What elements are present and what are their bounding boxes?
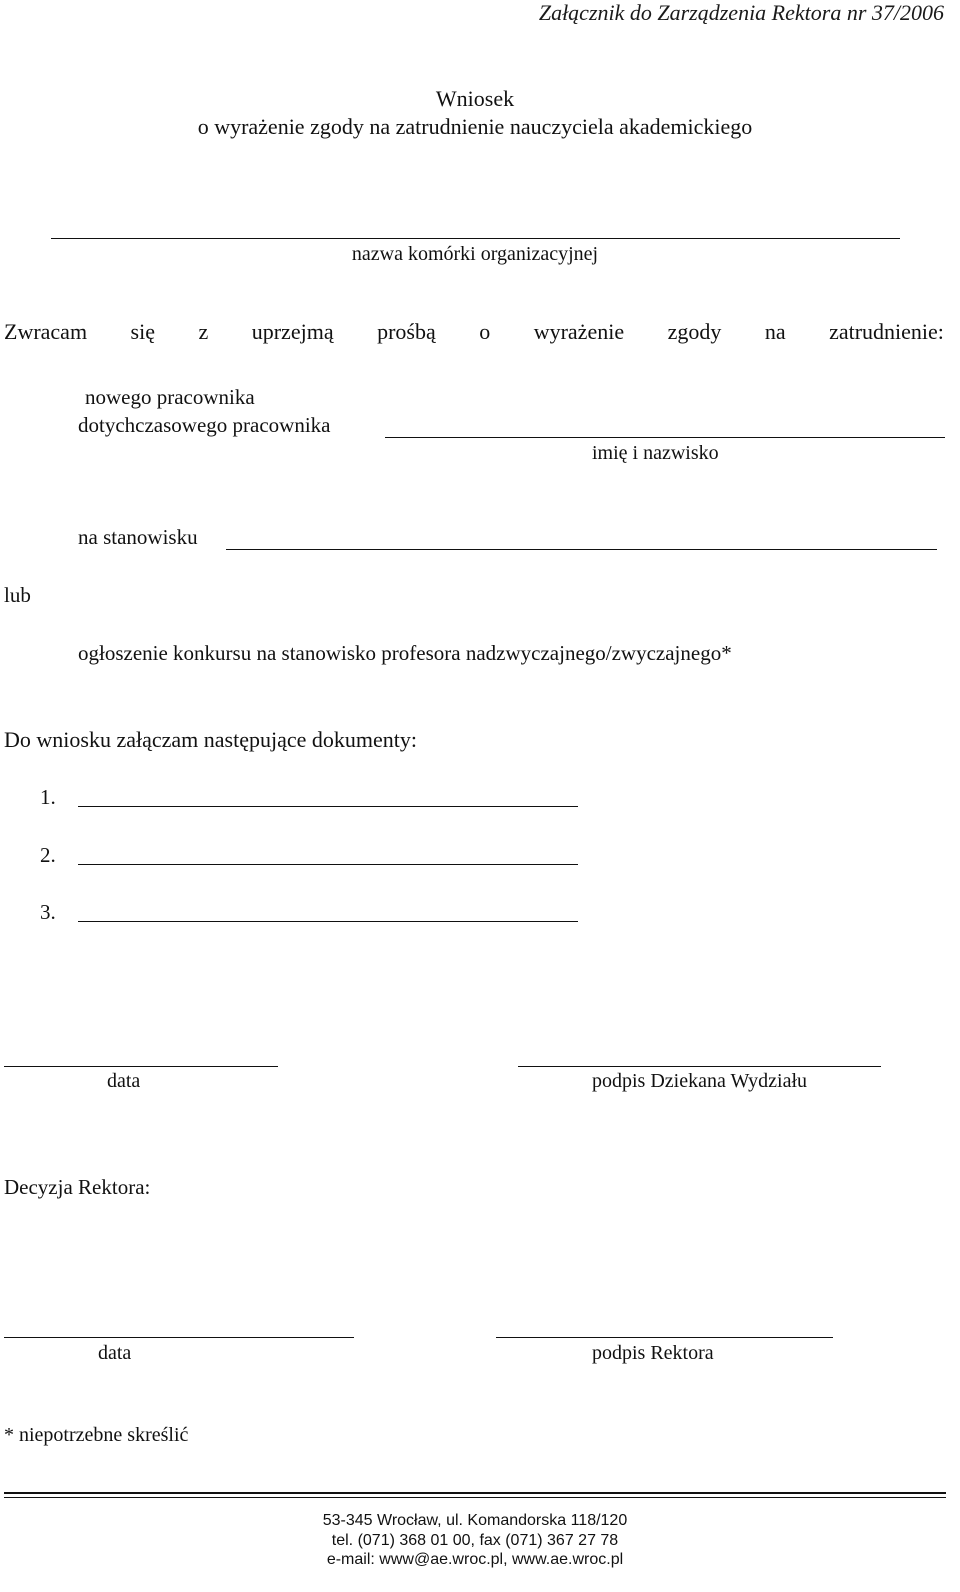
document-field[interactable] — [78, 806, 578, 807]
footer-phone: tel. (071) 368 01 00, fax (071) 367 27 78 — [331, 1532, 619, 1549]
dean-signature-caption: podpis Dziekana Wydziału — [592, 1070, 808, 1092]
request-word: wyrażenie — [533, 319, 625, 344]
request-word: z — [198, 319, 209, 344]
document-number: 3. — [40, 900, 56, 924]
attachment-title: Załącznik do Zarządzenia Rektora nr 37/2006 — [538, 0, 944, 25]
footer-email: e-mail: www@ae.wroc.pl, www.ae.wroc.pl — [326, 1551, 624, 1568]
request-word: się — [130, 319, 155, 344]
form-title: Wniosek — [435, 86, 515, 111]
document-field[interactable] — [78, 864, 578, 865]
document-number: 2. — [40, 843, 56, 867]
request-word: na — [764, 319, 786, 344]
form-subtitle: o wyrażenie zgody na zatrudnienie nauczyciela akademickiego — [197, 114, 753, 139]
name-caption: imię i nazwisko — [592, 442, 719, 464]
request-word: zgody — [667, 319, 722, 344]
request-word: zatrudnienie: — [829, 319, 944, 344]
org-unit-caption: nazwa komórki organizacyjnej — [351, 243, 599, 265]
dean-signature-field[interactable] — [518, 1066, 881, 1067]
request-word: prośbą — [377, 319, 436, 344]
request-word: uprzejmą — [251, 319, 334, 344]
dean-date-field[interactable] — [4, 1066, 278, 1067]
footer-divider — [4, 1497, 946, 1498]
employee-name-field[interactable] — [385, 437, 945, 438]
document-number: 1. — [40, 785, 56, 809]
footer-address: 53-345 Wrocław, ul. Komandorska 118/120 — [322, 1512, 628, 1529]
request-word: o — [479, 319, 491, 344]
request-word: Zwracam — [4, 319, 88, 344]
rector-signature-field[interactable] — [496, 1337, 833, 1338]
option-existing-employee[interactable]: dotychczasowego pracownika — [78, 413, 331, 437]
rector-date-field[interactable] — [4, 1337, 354, 1338]
org-unit-field[interactable] — [51, 238, 900, 239]
document-field[interactable] — [78, 921, 578, 922]
rector-date-caption: data — [98, 1342, 132, 1364]
dean-date-caption: data — [107, 1070, 141, 1092]
option-competition[interactable]: ogłoszenie konkursu na stanowisko profesora nadzwyczajnego/zwyczajnego* — [78, 641, 732, 665]
rector-decision-label: Decyzja Rektora: — [4, 1175, 151, 1199]
rector-signature-caption: podpis Rektora — [592, 1342, 714, 1364]
position-field[interactable] — [226, 549, 937, 550]
footer-divider — [4, 1492, 946, 1494]
position-label: na stanowisku — [78, 525, 198, 549]
documents-intro: Do wniosku załączam następujące dokumenty: — [4, 727, 417, 752]
or-label: lub — [4, 583, 31, 607]
footnote: * niepotrzebne skreślić — [4, 1424, 189, 1446]
request-sentence — [4, 319, 944, 345]
option-new-employee[interactable]: nowego pracownika — [85, 385, 255, 409]
